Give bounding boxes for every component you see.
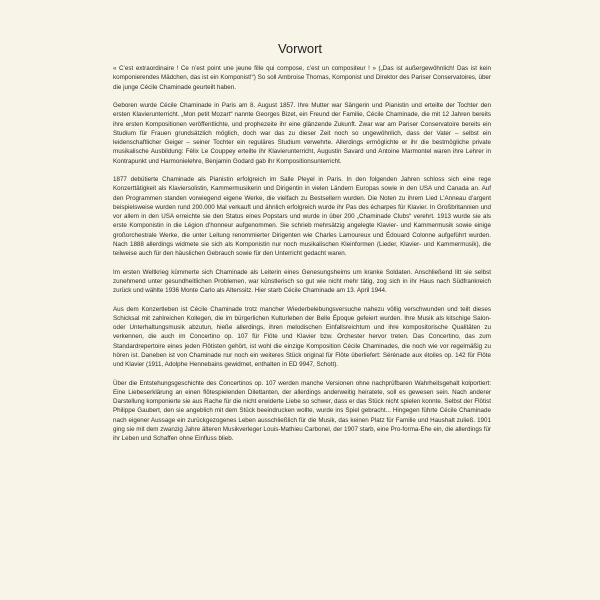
paragraph-6: Über die Entstehungsgeschichte des Concertinos op. 107 werden manche Versionen ohne nachprüfbaren Wahrheitsgehalt kolportiert: Eine Liebeserklärung an einen flötespielenden Dilettanten, der allerdings anderweitig heiratete, soll es gewesen sein. Nach anderer Darstellung komponierte sie aus Rache für die nicht erwiderte Liebe so schwer, dass er das Stück nicht spielen konnte. Selbst der Flötist Philippe Gaubert, den sie angeblich mit dem Stück beeindrucken wollte, wurde ins Spiel gebracht... Hingegen führte Cécile Chaminade nach eigener Aussage ein zurückgezogenes Leben ausschließlich für die Musik, das keinen Platz für Familie und Haushalt zuließ. 1901 ging sie mit dem zwanzig Jahre älteren Musikverleger Louis-Mathieu Carbonel, der 1907 starb, eine Pro-forma-Ehe ein, die allerdings für ihr Leben und Schaffen ohne Einfluss blieb.: [113, 379, 491, 442]
paragraph-5: Aus dem Konzertleben ist Cécile Chaminade trotz mancher Wiederbelebungsversuche nahezu völlig verschwunden und teilt dieses Schicksal mit zahlreichen Kollegen, die im bürgerlichen Kulturleben der Belle Époque gefeiert wurden. Ihre Musik als kitschige Salon- oder Unterhaltungsmusik abzutun, hieße allerdings, ihren melodischen Einfallsreichtum und ihre kompositorische Qualitäten zu verkennen, die auch im Concertino op. 107 für Flöte und Klavier bzw. Orchester hervor treten. Das Concertino, das zum Standardrepertoire eines jeden Flötisten gehört, ist wohl die einzige Komposition Cécile Chaminades, die noch wie vor regelmäßig zu hören ist. Daneben ist von Chaminade nur noch ein weiteres Stück original für Flöte überliefert: Sérénade aux étoiles op. 142 für Flöte und Klavier (1911, Adolphe Hennebains gewidmet, enthalten in ED 9947, Schott).: [113, 305, 491, 368]
paragraph-4: Im ersten Weltkrieg kümmerte sich Chaminade als Leiterin eines Genesungsheims um kranke Soldaten. Anschließend litt sie selbst zunehmend unter gesundheitlichen Problemen, war künstlerisch so gut wie nicht mehr tätig, zog sich in ihr Haus nach Südfrankreich zurück und wählte 1936 Monte Carlo als Alterssitz. Hier starb Cécile Chaminade am 13. April 1944.: [113, 268, 491, 294]
paragraph-1: « C’est extraordinaire ! Ce n’est point une jeune fille qui compose, c’est un compositeur ! » („Das ist außergewöhnlich! Das ist kein komponierendes Mädchen, das ist ein Komponist!“) So soll Ambroise Thomas, Komponist und Direktor des Pariser Conservatoires, über die junge Cécile Chaminade geurteilt haben.: [113, 65, 491, 91]
paragraph-3: 1877 debütierte Chaminade als Pianistin erfolgreich im Salle Pleyel in Paris. In den folgenden Jahren schloss sich eine rege Konzerttätigkeit als Klaviersolistin, Kammermusikerin und Dirigentin in vielen Ländern Europas sowie in den USA und Canada an. Auf den Programmen standen vorwiegend eigene Werke, die vielfach zu Bestsellern wurden. Die Noten zu ihrem Lied L’Anneau d’argent beispielsweise wurden rund 200.000 Mal verkauft und ähnlich erfolgreich wurde ihr Pas des écharpes für Klavier. In Großbritannien und vor allem in den USA erreichte sie den Status eines Popstars und wurde in über 200 „Chaminade Clubs“ verehrt. 1913 wurde sie als erste Komponistin in die Légion d’honneur aufgenommen. Sie schrieb mehrsätzig angelegte Klavier- und Kammermusik sowie einige großorchestrale Werke, die unter Leitung renommierter Dirigenten wie Charles Lamoureux und Édouard Colonne aufgeführt wurden. Nach 1888 allerdings widmete sie sich als Komponistin nur noch musikalischen Kleinformen (Lieder, Klavier- und Kammermusik), die teilweise auch für den häuslichen Gebrauch sowie für den Unterricht gedacht waren.: [113, 176, 491, 257]
preface-body: [113, 64, 491, 453]
page-title: Vorwort: [277, 41, 323, 56]
paragraph-2: Geboren wurde Cécile Chaminade in Paris am 8. August 1857. Ihre Mutter war Sängerin und Pianistin und erteilte der Tochter den ersten Klavierunterricht. „Mon petit Mozart“ nannte Georges Bizet, ein Freund der Familie, Cécile Chaminade, die mit 12 Jahren bereits ihre ersten Kompositionen veröffentlichte, und prophezeite ihr eine glänzende Zukunft. Zwar war am Pariser Conservatoire bereits ein Studium für Frauen grundsätzlich möglich, doch war das zu dieser Zeit noch so ungewöhnlich, dass der Vater – selbst ein leidenschaftlicher Geiger – seiner Tochter ein reguläres Studium verwehrte. Allerdings ermöglichte er ihr die bestmögliche private musikalische Ausbildung: Félix Le Couppey erteilte ihr Klavierunterricht, Augustin Savard und Antoine Marmontel waren ihre Lehrer in Kontrapunkt und Harmonielehre, Benjamin Godard gab ihr Kompositionsunterricht.: [113, 102, 491, 165]
